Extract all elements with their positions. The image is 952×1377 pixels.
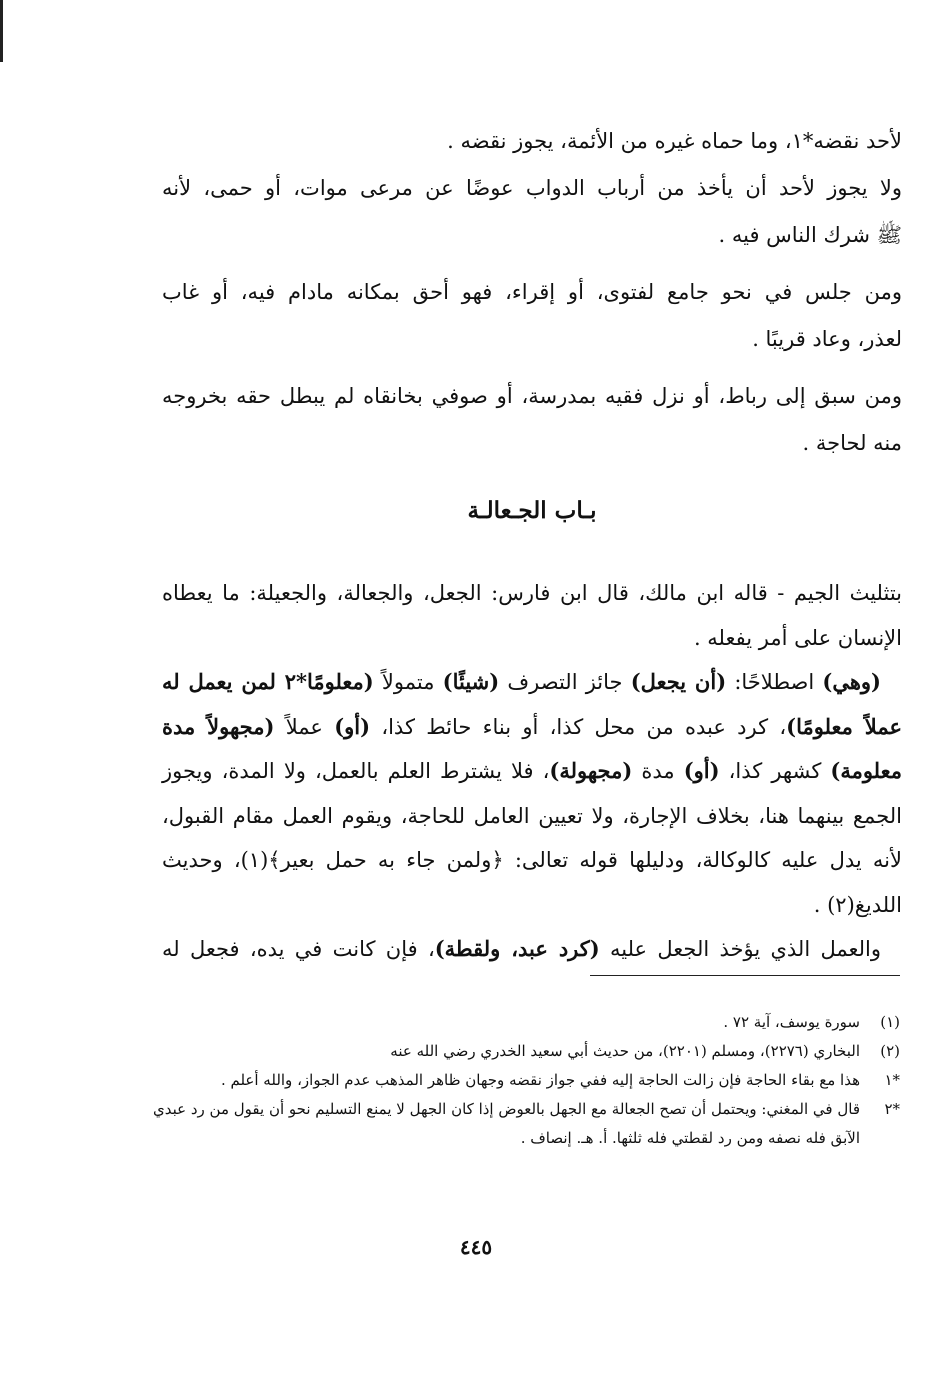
text-line: لأحد نقضه*١، وما حماه غيره من الأئمة، يجوز نقضه . [447, 129, 902, 153]
footnote-number: *٢ [884, 1100, 900, 1118]
term: (وهي) [822, 669, 881, 694]
text-line: بتثليث الجيم - قاله ابن مالك، قال ابن فارس: الجعل، والجعالة، والجعيلة: ما يعطاه [162, 581, 902, 605]
text-line: لعذر، وعاد قريبًا . [752, 327, 902, 351]
text-line: اللديغ(٢) . [813, 892, 902, 917]
text-line: والعمل الذي يؤخذ الجعل عليه (كرد عبد، ولقطة)، فإن كانت في يده، فجعل له [162, 936, 881, 961]
term: (أن يجعل) [630, 669, 727, 694]
section-body [162, 571, 902, 972]
page-number: ٤٤٥ [459, 1235, 493, 1259]
footnote [150, 1066, 900, 1095]
term: (مجهولاً مدة [162, 713, 275, 739]
text-line: منه لحاجة . [802, 431, 902, 455]
footnote-number: (١) [880, 1013, 900, 1031]
text-line: الجمع بينهما هنا، بخلاف الإجارة، ولا تعيين العامل للحاجة، ويقوم العمل مقام القبول، [162, 803, 902, 828]
footnote-text: البخاري (٢٢٧٦)، ومسلم (٢٢٠١)، من حديث أبي سعيد الخدري رضي الله عنه [390, 1042, 860, 1060]
text-line: عملاً معلومًا)، كرد عبده من محل كذا، أو بناء حائط كذا، (أو) عملاً (مجهولاً مدة [162, 713, 903, 739]
text-line: لأنه يدل عليه كالوكالة، ودليلها قوله تعالى: ﴿ولمن جاء به حمل بعير﴾(١)، وحديث [162, 848, 902, 872]
footnote-text: هذا مع بقاء الحاجة فإن زالت الحاجة إليه ففي جواز نقضه وجهان ظاهر المذهب عدم الجواز، والله أعلم . [220, 1071, 860, 1089]
section-title: بـاب الجـعالـة [467, 497, 597, 524]
footnotes [150, 1008, 900, 1153]
term: عملاً معلومًا) [786, 713, 903, 739]
footnote-text: سورة يوسف، آية ٧٢ . [723, 1013, 860, 1031]
text-line: ومن جلس في نحو جامع لفتوى، أو إقراء، فهو أحق بمكانه مادام فيه، أو غاب [162, 280, 902, 304]
footnote-text: قال في المغني: ويحتمل أن تصح الجعالة مع الجهل بالعوض إذا كان الجهل لا يمنع التسليم نحو أن يقول من رد عبدي الآبق فله نصفه ومن رد لقطتي فله ثلثها. أ. هـ. إنصاف . [153, 1100, 860, 1147]
footnote-separator [590, 975, 900, 976]
footnote [150, 1095, 900, 1153]
term: (كرد عبد، ولقطة) [434, 936, 600, 961]
text-line: ومن سبق إلى رباط، أو نزل فقيه بمدرسة، أو صوفي بخانقاه لم يبطل حقه بخروجه [162, 384, 902, 408]
text-line: (وهي) اصطلاحًا: (أن يجعل) جائز التصرف (شيئًا) متمولاً (معلومًا*٢ لمن يعمل له [162, 669, 881, 694]
text-line: ﷺ شرك الناس فيه . [718, 223, 902, 247]
footnote-number: *١ [884, 1071, 900, 1089]
term: معلومة) [830, 758, 903, 783]
term: (مجهولة) [549, 758, 633, 783]
term: (أو) [683, 758, 720, 783]
text-line: معلومة) كشهر كذا، (أو) مدة (مجهولة)، فلا يشترط العلم بالعمل، ولا المدة، ويجوز [162, 758, 903, 783]
footnote-number: (٢) [880, 1042, 900, 1060]
term: (معلومًا*٢ لمن يعمل له [162, 669, 374, 694]
term: (شيئًا) [442, 669, 500, 694]
text-line: الإنسان على أمر يفعله . [693, 625, 902, 650]
term: (أو) [334, 713, 371, 739]
footnote [150, 1008, 900, 1037]
footnote [150, 1037, 900, 1066]
text-line: ولا يجوز لأحد أن يأخذ من أرباب الدواب عوضًا عن مرعى موات، أو حمى، لأنه [162, 176, 902, 200]
page-edge-mark [0, 0, 3, 62]
page-body [162, 118, 902, 972]
